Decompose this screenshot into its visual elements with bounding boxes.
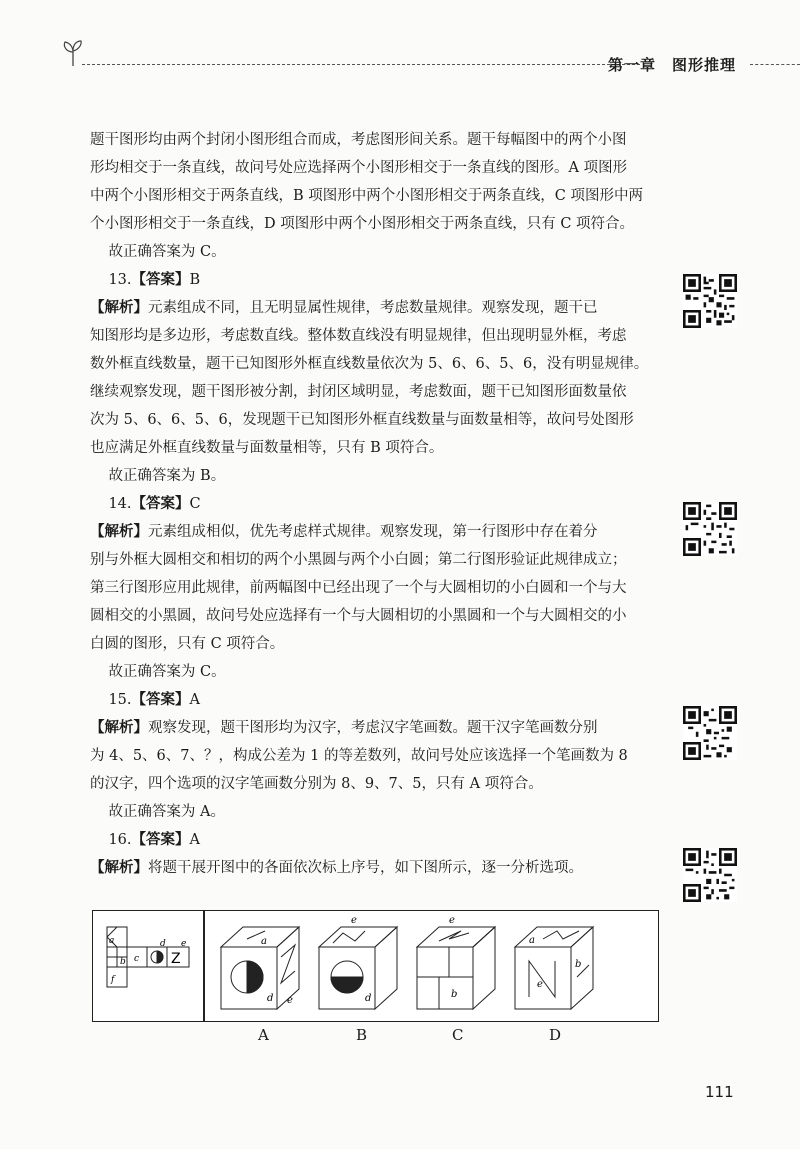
question-number: 15. bbox=[108, 692, 132, 708]
answer-label: 【答案】 bbox=[131, 832, 190, 848]
qr-code-icon[interactable] bbox=[683, 848, 737, 902]
text-line: 次为 5、6、6、5、6，发现题干已知图形外框直线数量与面数量相等，故问号处图形 bbox=[90, 412, 634, 428]
face-label: a bbox=[109, 936, 115, 946]
text-line: 题干图形均由两个封闭小图形组合而成，考虑图形间关系。题干每幅图中的两个小图 bbox=[90, 132, 627, 148]
option-label-c: C bbox=[452, 1026, 464, 1044]
svg-text:b: b bbox=[451, 989, 458, 1000]
final-answer-text: 故正确答案为 C。 bbox=[108, 244, 226, 260]
question-number: 13. bbox=[108, 272, 132, 288]
option-label-a: A bbox=[258, 1026, 269, 1044]
answer-label: 【答案】 bbox=[131, 272, 190, 288]
cube-option-a bbox=[213, 917, 309, 1017]
text-line: 为 4、5、6、7、？，构成公差为 1 的等差数列，故问号处应该选择一个笔画数为 8 bbox=[90, 748, 628, 764]
qr-code-icon[interactable] bbox=[683, 274, 737, 328]
page-header bbox=[60, 38, 760, 78]
header-rule-left bbox=[82, 64, 640, 65]
text-line: 也应满足外框直线数量与面数量相等，只有 B 项符合。 bbox=[90, 440, 444, 456]
text-line: 继续观察发现，题干图形被分割，封闭区域明显，考虑数面，题干已知图形面数量依 bbox=[90, 384, 627, 400]
option-label-b: B bbox=[356, 1026, 368, 1044]
final-answer-text: 故正确答案为 C。 bbox=[108, 664, 226, 680]
svg-text:e: e bbox=[537, 979, 543, 990]
analysis-label: 【解析】 bbox=[90, 524, 148, 540]
analysis-text: 观察发现，题干图形均为汉字，考虑汉字笔画数。题干汉字笔画数分别 bbox=[148, 720, 598, 736]
q12-final bbox=[90, 238, 660, 266]
analysis-text: 将题干展开图中的各面依次标上序号，如下图所示，逐一分析选项。 bbox=[148, 860, 583, 876]
analysis-label: 【解析】 bbox=[90, 300, 148, 316]
svg-text:a: a bbox=[261, 936, 267, 947]
text-line bbox=[90, 854, 660, 882]
analysis-text: 元素组成不同，且无明显属性规律，考虑数量规律。观察发现，题干已 bbox=[148, 300, 598, 316]
svg-text:a: a bbox=[529, 935, 535, 946]
face-label: d bbox=[160, 939, 166, 949]
answer-value: C bbox=[189, 496, 201, 512]
analysis-label: 【解析】 bbox=[90, 860, 148, 876]
cube-option-c bbox=[409, 911, 505, 1017]
analysis-label: 【解析】 bbox=[90, 720, 148, 736]
q14-answer bbox=[90, 490, 660, 518]
option-label-d: D bbox=[549, 1026, 562, 1044]
final-answer-text: 故正确答案为 B。 bbox=[108, 468, 226, 484]
cube-net-figure bbox=[92, 910, 659, 1022]
header-rule-right bbox=[750, 64, 800, 65]
svg-text:e: e bbox=[351, 915, 357, 926]
text-line bbox=[90, 294, 660, 322]
text-line: 的汉字，四个选项的汉字笔画数分别为 8、9、7、5，只有 A 项符合。 bbox=[90, 776, 543, 792]
text-line: 知图形均是多边形，考虑数直线。整体数直线没有明显规律，但出现明显外框，考虑 bbox=[90, 328, 627, 344]
q16-answer bbox=[90, 826, 660, 854]
text-line: 白圆的图形，只有 C 项符合。 bbox=[90, 636, 285, 652]
svg-text:d: d bbox=[365, 993, 372, 1004]
answer-value: A bbox=[189, 832, 200, 848]
cube-option-d bbox=[507, 917, 603, 1017]
chapter-title: 第一章 图形推理 bbox=[608, 56, 737, 74]
answer-label: 【答案】 bbox=[131, 692, 190, 708]
question-number: 14. bbox=[108, 496, 132, 512]
text-line: 第三行图形应用此规律，前两幅图中已经出现了一个与大圆相切的小白圆和一个与大 bbox=[90, 580, 627, 596]
text-line: 个小图形相交于一条直线，D 项图形中两个小图形相交于两条直线，只有 C 项符合。 bbox=[90, 216, 635, 232]
page-number: 111 bbox=[705, 1083, 734, 1101]
final-answer-text: 故正确答案为 A。 bbox=[108, 804, 226, 820]
text-line: 圆相交的小黑圆，故问号处应选择有一个与大圆相切的小黑圆和一个与大圆相交的小 bbox=[90, 608, 627, 624]
question-number: 16. bbox=[108, 832, 132, 848]
answer-label: 【答案】 bbox=[131, 496, 190, 512]
page-body bbox=[90, 126, 660, 882]
cube-option-b bbox=[311, 911, 407, 1017]
svg-text:e: e bbox=[287, 995, 293, 1006]
q13-answer bbox=[90, 266, 660, 294]
q13-final bbox=[90, 462, 660, 490]
net-letter: Z bbox=[171, 951, 181, 967]
svg-text:e: e bbox=[449, 915, 455, 926]
q14-final bbox=[90, 658, 660, 686]
svg-text:b: b bbox=[575, 959, 582, 970]
analysis-text: 元素组成相似，优先考虑样式规律。观察发现，第一行图形中存在着分 bbox=[148, 524, 598, 540]
q12-analysis bbox=[90, 126, 660, 238]
face-label: e bbox=[181, 939, 187, 949]
qr-code-icon[interactable] bbox=[683, 502, 737, 556]
q15-final bbox=[90, 798, 660, 826]
text-line: 数外框直线数量，题干已知图形外框直线数量依次为 5、6、6、5、6，没有明显规律。 bbox=[90, 356, 649, 372]
face-label: f bbox=[111, 975, 115, 985]
figure-divider bbox=[203, 911, 205, 1021]
qr-code-icon[interactable] bbox=[683, 706, 737, 760]
text-line: 中两个小图形相交于两条直线，B 项图形中两个小图形相交于两条直线，C 项图形中两 bbox=[90, 188, 643, 204]
text-line bbox=[90, 518, 660, 546]
svg-text:d: d bbox=[267, 993, 274, 1004]
text-line: 别与外框大圆相交和相切的两个小黑圆与两个小白圆；第二行图形验证此规律成立； bbox=[90, 552, 627, 568]
cube-net-diagram bbox=[93, 911, 203, 1021]
text-line: 形均相交于一条直线，故问号处应选择两个小图形相交于一条直线的图形。A 项图形 bbox=[90, 160, 628, 176]
text-line bbox=[90, 714, 660, 742]
face-label: c bbox=[134, 954, 140, 964]
q15-answer bbox=[90, 686, 660, 714]
face-label: b bbox=[120, 957, 126, 967]
answer-value: A bbox=[189, 692, 200, 708]
answer-value: B bbox=[189, 272, 201, 288]
